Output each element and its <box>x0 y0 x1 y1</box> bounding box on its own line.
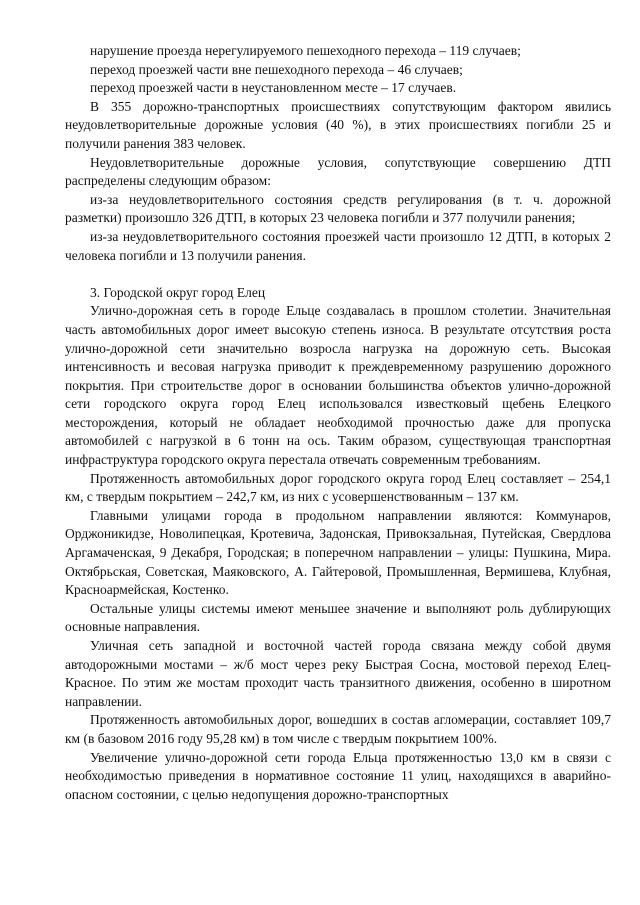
list-item: нарушение проезда нерегулируемого пешеходного перехода – 119 случаев; <box>90 43 521 58</box>
list-item: переход проезжей части вне пешеходного перехода – 46 случаев; <box>90 61 463 77</box>
paragraph: Протяженность автомобильных дорог, вошедших в состав агломерации, составляет 109,7 км (в базовом 2016 году 95,28 км) в том числе с твердым покрытием 100%. <box>65 712 611 746</box>
section-heading: 3. Городской округ город Елец <box>90 284 266 300</box>
paragraph: Остальные улицы системы имеют меньшее значение и выполняют роль дублирующих основные направления. <box>65 600 611 635</box>
paragraph: Главными улицами города в продольном направлении являются: Коммунаров, Орджоникидзе, Новолипецкая, Кротевича, Задонская, Привокзальная, Путейская, Свердлова Аргамаченская, 9 Декабря, Городская; в поперечном направлении – улицы: Пушкина, Мира. Октябрьская, Советская, Маяковского, А. Гайтеровой, Промышленная, Вермишева, Клубная, Красноармейская, Костенко. <box>65 507 611 598</box>
paragraph: В 355 дорожно-транспортных происшествиях сопутствующим фактором явились неудовлетворительные дорожные условия (40 %), в этих происшествиях погибли 25 и получили ранения 383 человек. <box>65 98 611 151</box>
paragraph: Улично-дорожная сеть в городе Ельце создавалась в прошлом столетии. Значительная часть автомобильных дорог имеет высокую степень износа. В результате отсутствия роста улично-дорожной сети значительно возросла нагрузка на дорожную сеть. Высокая интенсивность и весовая нагрузка приводит к преждевременному разрушению дорожного покрытия. При строительстве дорог в основании большинства объектов улично-дорожной сети городского округа город Елец использовался известковый щебень Елецкого месторождения, который не обладает необходимой прочностью даже для пропуска автомобилей с нагрузкой в 6 тонн на ось. Таким образом, существующая транспортная инфраструктура городского округа перестала отвечать современным требованиям. <box>65 303 611 468</box>
paragraph: из-за неудовлетворительного состояния средств регулирования (в т. ч. дорожной разметки) произошло 326 ДТП, в которых 23 человека погибли и 377 получили ранения; <box>65 191 611 226</box>
paragraph: Увеличение улично-дорожной сети города Ельца протяженностью 13,0 км в связи с необходимостью приведения в нормативное состояние 11 улиц, находящихся в аварийно-опасном состоянии, с целью недопущения дорожно-транспортных <box>65 749 611 802</box>
list-item: переход проезжей части в неустановленном месте – 17 случаев. <box>90 80 457 96</box>
paragraph: Уличная сеть западной и восточной частей города связана между собой двумя автодорожными мостами – ж/б мост через реку Быстрая Сосна, мостовой переход Елец-Красное. По этим же мостам проходит часть транзитного движения, особенно в широтном направлении. <box>65 638 611 709</box>
document-body <box>65 42 611 804</box>
paragraph: из-за неудовлетворительного состояния проезжей части произошло 12 ДТП, в которых 2 человека погибли и 13 получили ранения. <box>65 228 611 263</box>
paragraph: Неудовлетворительные дорожные условия, сопутствующие совершению ДТП распределены следующим образом: <box>65 154 611 189</box>
paragraph: Протяженность автомобильных дорог городского округа город Елец составляет – 254,1 км, с твердым покрытием – 242,7 км, из них с усовершенствованным – 137 км. <box>65 470 611 505</box>
